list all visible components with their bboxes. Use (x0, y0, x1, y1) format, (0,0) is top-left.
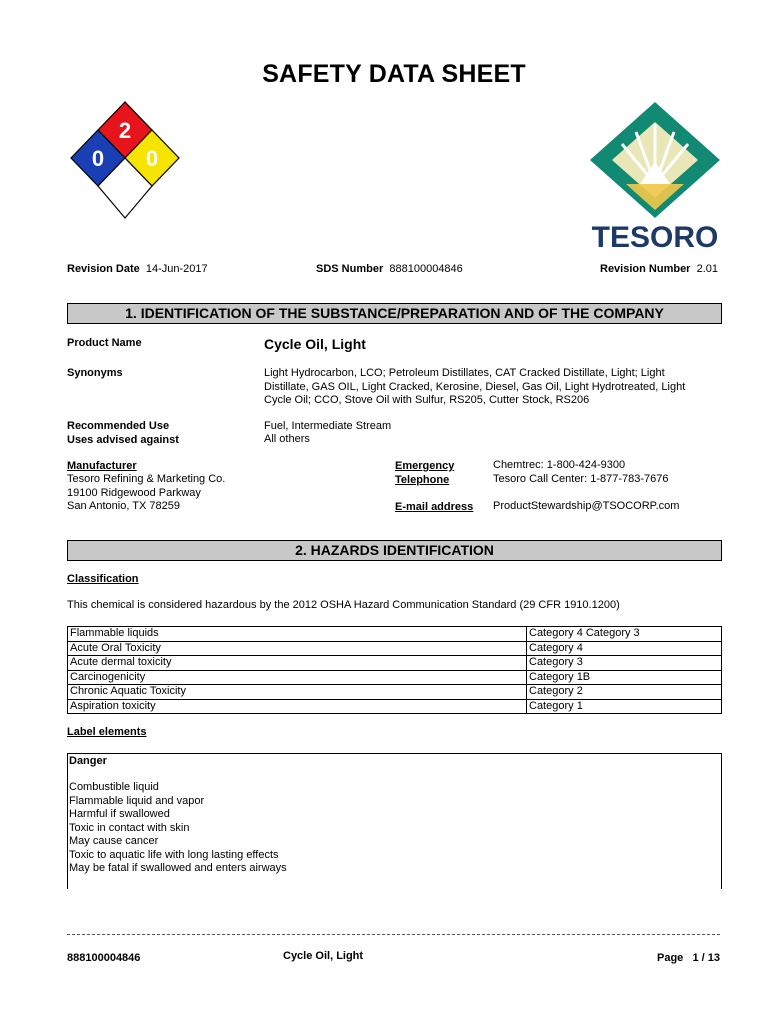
product-name-label: Product Name (67, 337, 142, 349)
footer-divider (67, 934, 720, 935)
synonyms-label: Synonyms (67, 367, 123, 379)
hazard-class: Flammable liquids (68, 627, 527, 642)
hazard-class: Acute dermal toxicity (68, 656, 527, 671)
synonyms-text: Light Hydrocarbon, LCO; Petroleum Distillates, CAT Cracked Distillate, Light; Light Distillate, GAS OIL, Light Cracked, Kerosine, Diesel, Gas Oil, Light Hydrotreated, Light Cycle Oil; CCO, Stove Oil with Sulfur, RS205, Cutter Stock, RS206 (264, 367, 686, 406)
uses-against-label: Uses advised against (67, 434, 179, 446)
hazard-statements (69, 781, 287, 876)
revision-date: Revision Date 14-Jun-2017 (67, 263, 208, 275)
document-title: SAFETY DATA SHEET (262, 60, 526, 88)
table-row (68, 627, 722, 642)
classification-label: Classification (67, 573, 139, 585)
emergency-label: Emergency (395, 460, 455, 472)
hazard-category: Category 3 (527, 656, 722, 671)
hazard-statement: May be fatal if swallowed and enters airways (69, 862, 287, 874)
nfpa-diamond-icon (68, 100, 182, 220)
footer-page: Page 1 / 13 (657, 952, 720, 964)
hazard-statement: May cause cancer (69, 835, 159, 847)
recommended-use-label: Recommended Use (67, 420, 170, 432)
nfpa-health: 0 (91, 146, 105, 171)
hazard-category: Category 1B (527, 670, 722, 685)
manufacturer-label: Manufacturer (67, 460, 137, 472)
emergency-phone-chemtrec: Chemtrec: 1-800-424-9300 (493, 459, 626, 471)
uses-against: All others (264, 433, 310, 445)
table-row (68, 641, 722, 656)
hazard-statement: Toxic in contact with skin (69, 821, 190, 834)
hazard-statement: Flammable liquid and vapor (69, 794, 205, 807)
hazard-class: Carcinogenicity (68, 670, 527, 685)
hazard-category: Category 1 (527, 699, 722, 714)
product-name: Cycle Oil, Light (264, 336, 366, 352)
footer-sds-number: 888100004846 (67, 952, 141, 964)
classification-text: This chemical is considered hazardous by the 2012 OSHA Hazard Communication Standard (29 CFR 1910.1200) (67, 599, 620, 611)
tesoro-logo (586, 100, 724, 252)
email-address[interactable]: ProductStewardship@TSOCORP.com (493, 500, 680, 512)
manufacturer-address: Tesoro Refining & Marketing Co. 19100 Ridgewood Parkway San Antonio, TX 78259 (67, 473, 226, 512)
section-1-heading: 1. IDENTIFICATION OF THE SUBSTANCE/PREPARATION AND OF THE COMPANY (67, 303, 722, 324)
section-2-heading: 2. HAZARDS IDENTIFICATION (67, 540, 722, 561)
hazard-statement: Combustible liquid (69, 781, 159, 793)
hazard-statement: Harmful if swallowed (69, 808, 170, 820)
table-row (68, 685, 722, 700)
hazard-category: Category 2 (527, 685, 722, 700)
hazard-category: Category 4 Category 3 (527, 627, 722, 642)
nfpa-instability: 0 (145, 146, 159, 171)
footer-product: Cycle Oil, Light (283, 950, 364, 962)
recommended-use: Fuel, Intermediate Stream (264, 420, 392, 432)
hazard-category: Category 4 (527, 641, 722, 656)
email-label: E-mail address (395, 501, 474, 513)
emergency-phone-tesoro: Tesoro Call Center: 1-877-783-7676 (493, 473, 669, 485)
table-row (68, 699, 722, 714)
hazard-table (67, 626, 722, 714)
hazard-class: Acute Oral Toxicity (68, 641, 527, 656)
hazard-statement: Toxic to aquatic life with long lasting effects (69, 848, 279, 861)
table-row (68, 656, 722, 671)
hazard-class: Aspiration toxicity (68, 699, 527, 714)
table-row (68, 670, 722, 685)
telephone-label: Telephone (395, 474, 450, 486)
hazard-class: Chronic Aquatic Toxicity (68, 685, 527, 700)
nfpa-flammability: 2 (118, 118, 132, 143)
logo-wordmark: TESORO (591, 221, 719, 252)
revision-number: Revision Number 2.01 (600, 263, 719, 275)
label-elements-label: Label elements (67, 726, 147, 738)
sds-number: SDS Number 888100004846 (316, 263, 463, 275)
signal-word: Danger (69, 755, 107, 767)
